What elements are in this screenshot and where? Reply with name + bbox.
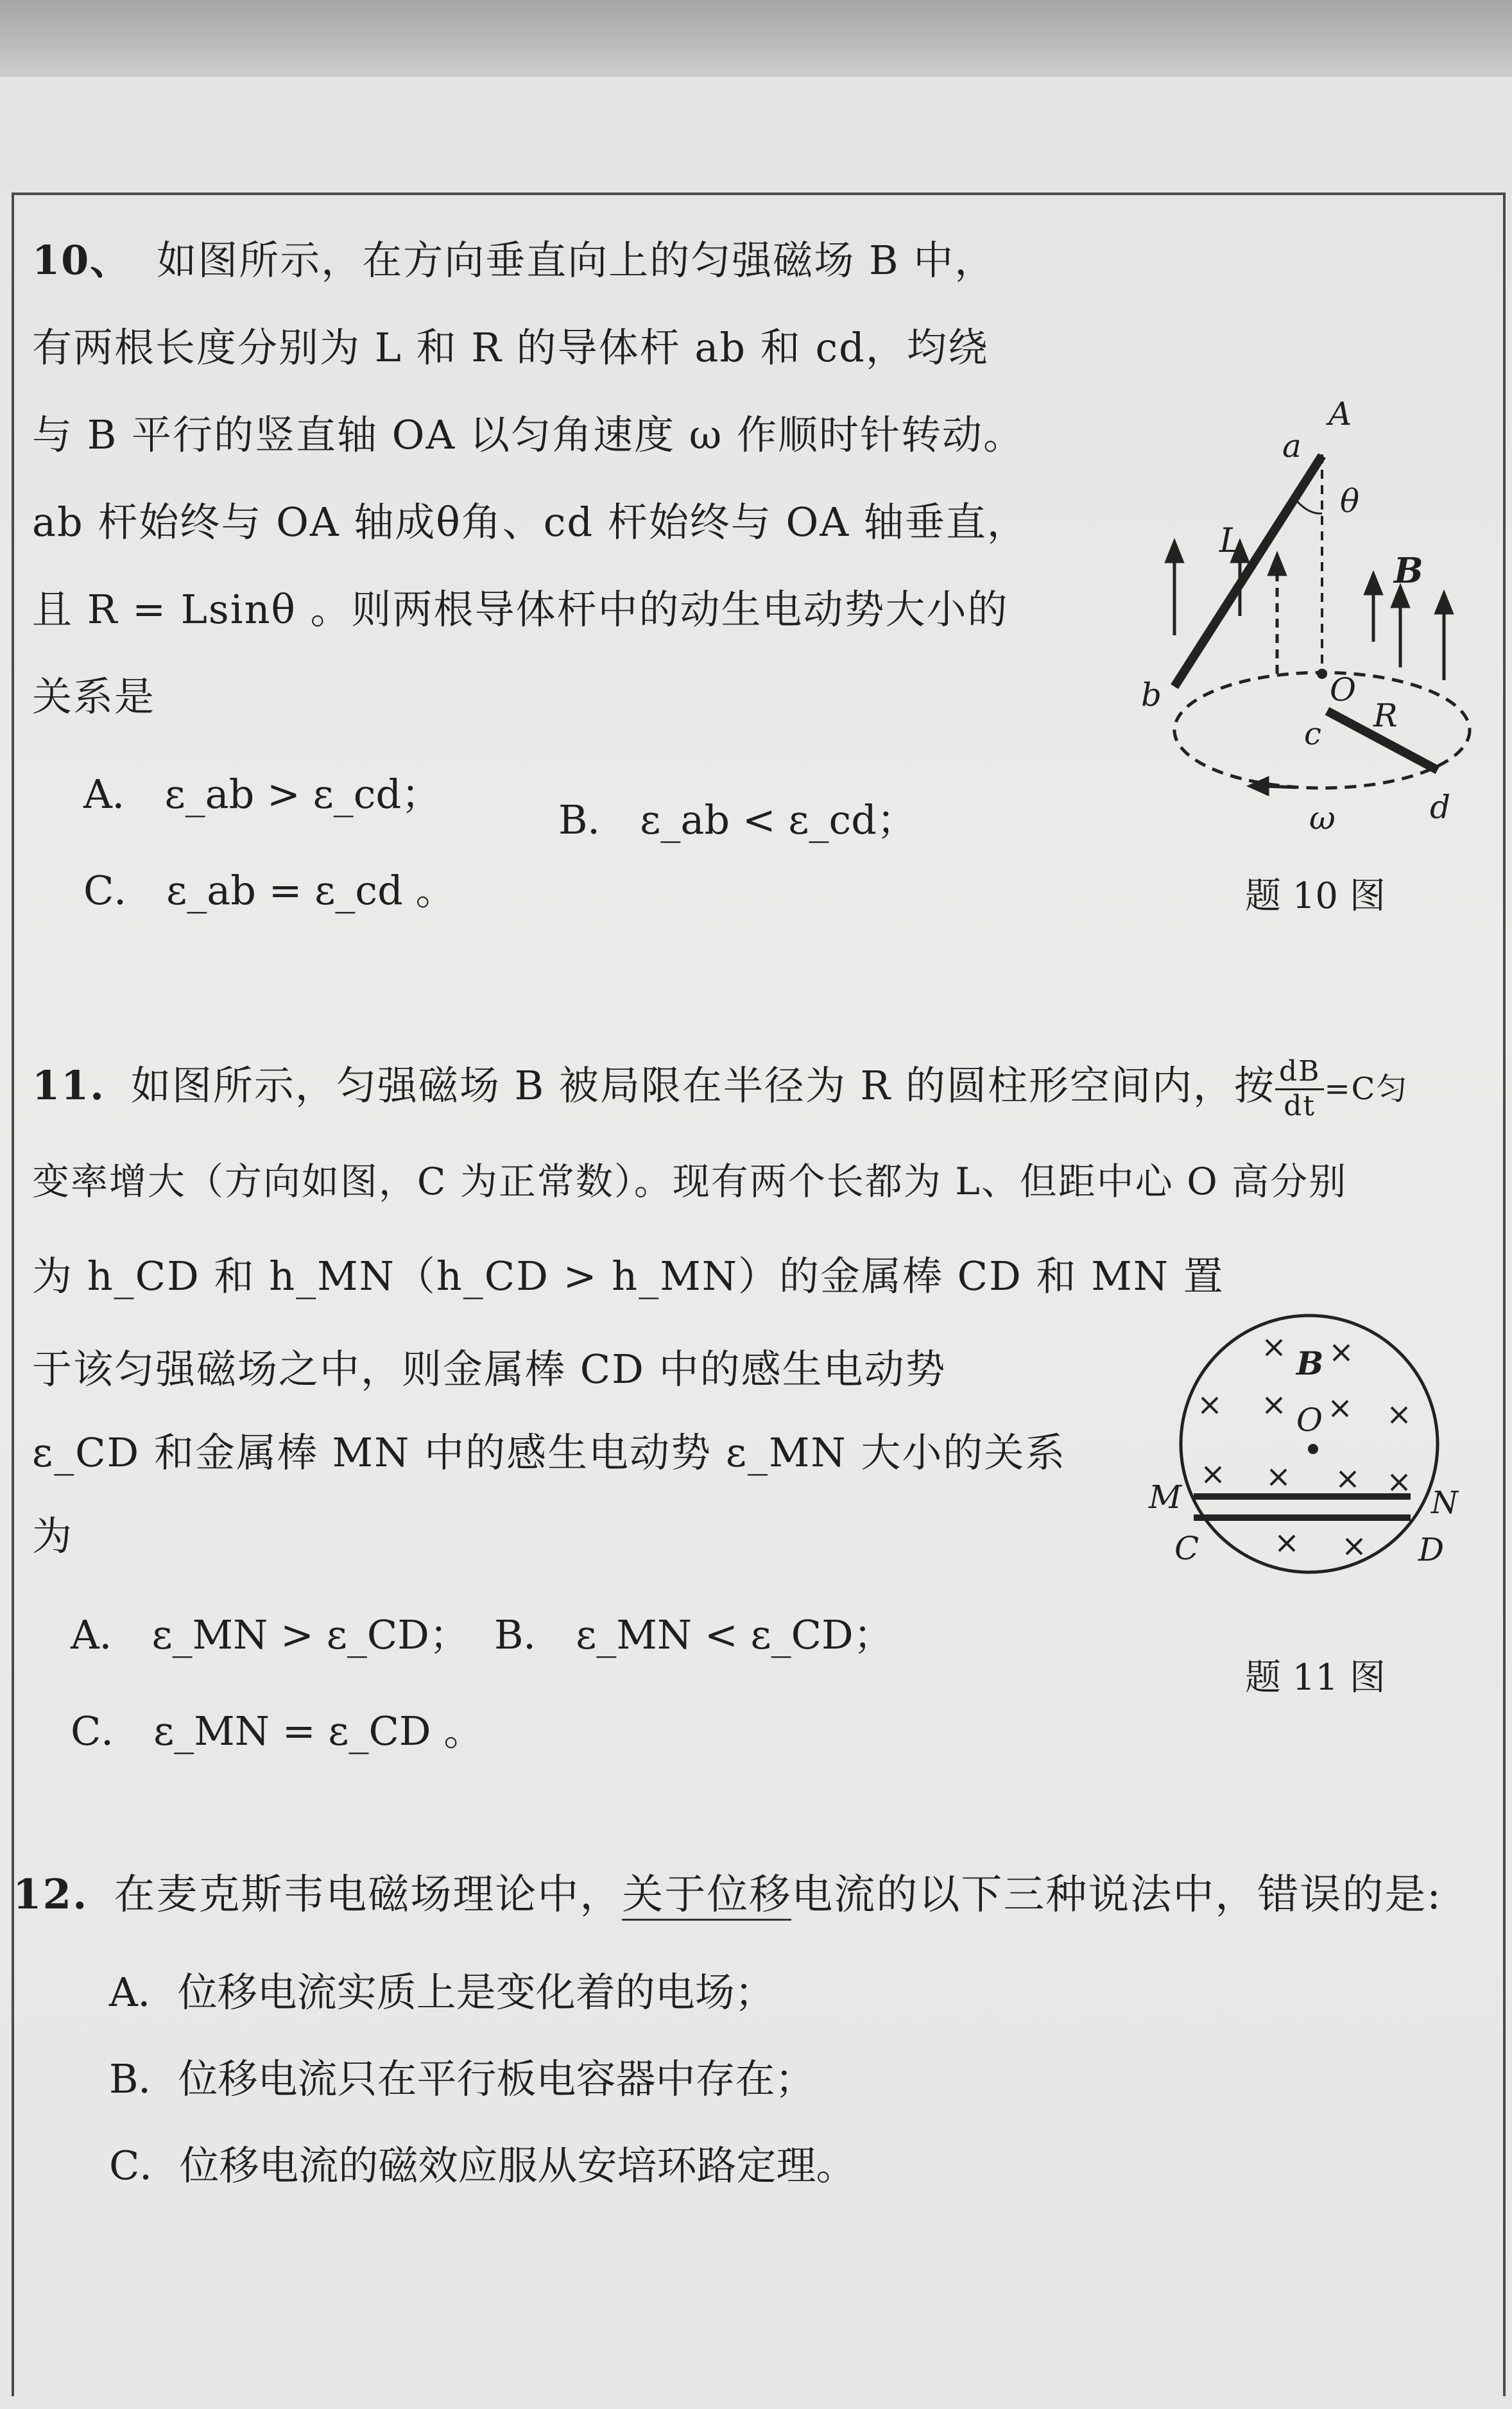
q11-figure-caption: 题 11 图 [1245,1657,1386,1699]
q11-line-3: 为 h_CD 和 h_MN（h_CD > h_MN）的金属棒 CD 和 MN 置 [32,1253,1224,1299]
q10-figure-caption: 题 10 图 [1245,875,1386,917]
label-b: b [1141,676,1162,714]
label-B: B [1394,550,1423,591]
label-L: L [1219,522,1242,560]
label-N: N [1431,1485,1458,1521]
q12-option-a[interactable]: A．位移电流实质上是变化着的电场； [109,1969,775,2016]
q11-line-5: ε_CD 和金属棒 MN 中的感生电动势 ε_MN 大小的关系 [32,1429,1067,1476]
q10-line-4: ab 杆始终与 OA 轴成θ角、cd 杆始终与 OA 轴垂直， [32,499,1028,545]
q12-number: 12. [13,1871,89,1919]
center-o [1308,1444,1318,1454]
q10-option-a[interactable]: A． ε_ab > ε_cd； [83,771,442,818]
q10-line-5: 且 R = Lsinθ 。则两根导体杆中的动生电动势大小的 [32,586,1009,633]
q11-line-4: 于该匀强磁场之中，则金属棒 CD 中的感生电动势 [32,1346,947,1393]
q12-option-c[interactable]: C．位移电流的磁效应服从安培环路定理。 [109,2142,856,2189]
q10-option-b[interactable]: B． ε_ab < ε_cd； [558,796,916,843]
q10-line-6: 关系是 [32,673,156,720]
point-o [1317,669,1327,679]
q10-figure [1136,395,1470,860]
label-D: D [1418,1531,1445,1568]
label-theta: θ [1340,483,1360,520]
label-a: a [1282,427,1302,465]
label-O: O [1296,1402,1323,1439]
q12-stem: 12. 在麦克斯韦电磁场理论中，关于位移电流的以下三种说法中，错误的是: [13,1873,1442,1917]
q11-line-2: 变率增大（方向如图，C 为正常数）。现有两个长都为 L、但距中心 O 高分别 [32,1160,1348,1203]
q11-line-6: 为 [32,1513,74,1559]
q10-option-c[interactable]: C． ε_ab = ε_cd 。 [83,867,456,914]
q10-line-3: 与 B 平行的竖直轴 OA 以匀角速度 ω 作顺时针转动。 [32,411,1024,458]
q10-number: 10、 [32,237,132,284]
q11-option-c[interactable]: C． ε_MN = ε_CD 。 [71,1708,484,1754]
rod-ab [1174,456,1322,687]
label-A: A [1328,395,1352,433]
label-C: C [1174,1530,1199,1567]
label-B: B [1296,1344,1324,1382]
q12-option-b[interactable]: B．位移电流只在平行板电容器中存在； [109,2055,815,2102]
label-omega: ω [1309,800,1336,837]
q10-line-1: 10、 如图所示，在方向垂直向上的匀强磁场 B 中， [32,237,996,284]
label-M: M [1149,1479,1182,1516]
q11-option-b[interactable]: B． ε_MN < ε_CD； [494,1611,893,1658]
label-R: R [1373,697,1398,734]
label-O: O [1330,671,1356,708]
label-c: c [1304,716,1321,752]
rotation-ellipse [1174,673,1470,788]
q10-line-2: 有两根长度分别为 L 和 R 的导体杆 ab 和 cd，均绕 [32,324,989,371]
label-d: d [1430,789,1451,826]
q11-number: 11. [32,1062,105,1110]
q11-figure [1149,1309,1458,1591]
dbdt-fraction: $\frac{dB}{dt}$ [1275,1056,1325,1122]
q11-option-a[interactable]: A． ε_MN > ε_CD； [71,1611,469,1658]
theta-arc [1296,501,1322,513]
q11-line-1: 11. 如图所示，匀强磁场 B 被局限在半径为 R 的圆柱形空间内，按 $\frac{dB}{dt}$ =C匀 [32,1055,1409,1122]
page-top-shadow [0,0,1512,77]
